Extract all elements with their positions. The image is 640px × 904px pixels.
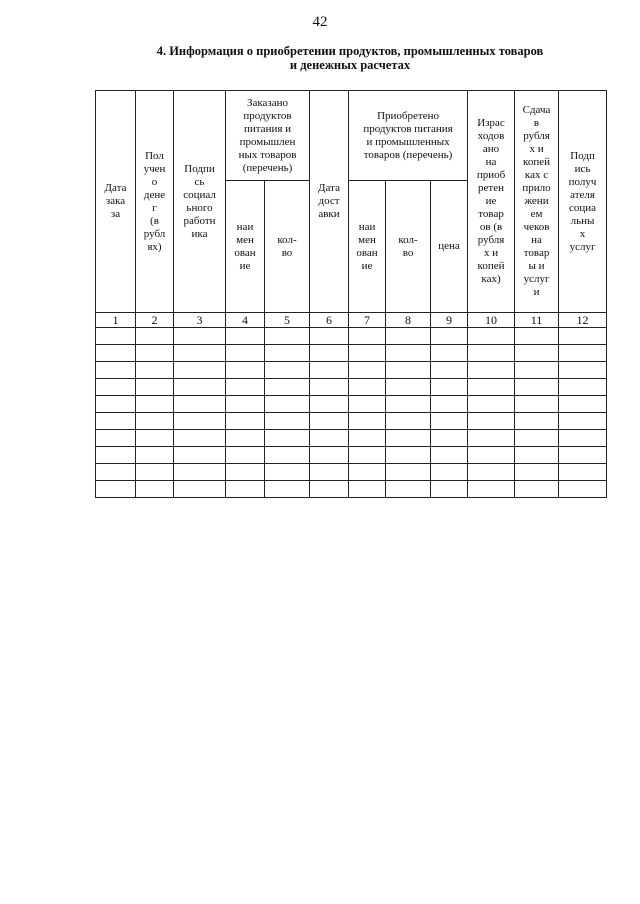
section-title-line-2: и денежных расчетах	[289, 58, 411, 72]
table-cell	[468, 413, 515, 430]
table-cell	[431, 345, 468, 362]
table-cell	[226, 362, 265, 379]
table-row	[96, 362, 607, 379]
table-cell	[349, 379, 386, 396]
table-cell	[174, 447, 226, 464]
table-cell	[96, 413, 136, 430]
table-cell	[468, 328, 515, 345]
table-cell	[349, 447, 386, 464]
table-cell	[431, 328, 468, 345]
table-cell	[310, 345, 349, 362]
header-ordered-qty: кол- во	[265, 181, 310, 313]
table-cell	[96, 447, 136, 464]
table-cell	[431, 413, 468, 430]
table-cell	[386, 345, 431, 362]
table-cell	[349, 413, 386, 430]
table-cell	[226, 481, 265, 498]
table-cell	[386, 328, 431, 345]
table-cell	[386, 379, 431, 396]
table-cell	[515, 481, 559, 498]
table-cell	[96, 481, 136, 498]
table-cell	[515, 345, 559, 362]
table-cell	[559, 464, 607, 481]
column-number: 2	[136, 313, 174, 328]
table-cell	[431, 464, 468, 481]
table-cell	[515, 413, 559, 430]
table-cell	[136, 447, 174, 464]
table-row	[96, 481, 607, 498]
table-cell	[136, 328, 174, 345]
table-cell	[468, 447, 515, 464]
table-cell	[468, 362, 515, 379]
table-cell	[136, 396, 174, 413]
header-ordered-name: наи мен ован ие	[226, 181, 265, 313]
table-cell	[559, 379, 607, 396]
table-cell	[310, 379, 349, 396]
table-cell	[515, 464, 559, 481]
section-title	[100, 44, 600, 72]
table-cell	[174, 413, 226, 430]
table-cell	[310, 362, 349, 379]
table-cell	[96, 328, 136, 345]
table-cell	[349, 430, 386, 447]
table-cell	[349, 362, 386, 379]
table-cell	[265, 430, 310, 447]
table-cell	[226, 396, 265, 413]
purchases-table	[95, 90, 607, 498]
table-cell	[559, 328, 607, 345]
table-cell	[515, 447, 559, 464]
table-row	[96, 396, 607, 413]
table-cell	[96, 362, 136, 379]
table-cell	[174, 362, 226, 379]
table-cell	[136, 362, 174, 379]
table-cell	[468, 481, 515, 498]
table-cell	[226, 413, 265, 430]
table-cell	[96, 430, 136, 447]
page-number: 42	[312, 14, 328, 30]
table-cell	[174, 379, 226, 396]
table-cell	[559, 345, 607, 362]
table-cell	[226, 447, 265, 464]
header-purchased-name: наи мен ован ие	[349, 181, 386, 313]
table-header	[96, 91, 607, 328]
table-cell	[226, 379, 265, 396]
header-order-date: Дата зака за	[96, 91, 136, 313]
table-cell	[559, 362, 607, 379]
header-social-worker-signature: Подпи сь социал ьного работн ика	[174, 91, 226, 313]
table-cell	[136, 345, 174, 362]
table-cell	[226, 464, 265, 481]
table-cell	[559, 430, 607, 447]
table-cell	[310, 396, 349, 413]
table-cell	[96, 345, 136, 362]
header-change: Сдача в рубля х и копей ках с прило жени ем чеков на товар ы и услуг и	[515, 91, 559, 313]
section-title-line-1: 4. Информация о приобретении продуктов, промышленных товаров	[156, 44, 544, 58]
table-cell	[349, 345, 386, 362]
table-cell	[265, 396, 310, 413]
table-cell	[96, 379, 136, 396]
table-cell	[310, 447, 349, 464]
table-cell	[431, 481, 468, 498]
table-cell	[174, 345, 226, 362]
column-number: 4	[226, 313, 265, 328]
table-cell	[136, 413, 174, 430]
table-cell	[386, 464, 431, 481]
table-cell	[431, 430, 468, 447]
table-cell	[349, 396, 386, 413]
table-cell	[96, 396, 136, 413]
table-cell	[468, 345, 515, 362]
table-cell	[310, 328, 349, 345]
table-cell	[265, 328, 310, 345]
table-cell	[265, 362, 310, 379]
table-cell	[431, 396, 468, 413]
table-cell	[559, 481, 607, 498]
table-cell	[310, 481, 349, 498]
table-cell	[468, 464, 515, 481]
table-cell	[431, 362, 468, 379]
header-spent: Израс ходов ано на приоб ретен ие товар ов (в рубля х и копей ках)	[468, 91, 515, 313]
header-delivery-date: Дата дост авки	[310, 91, 349, 313]
table-cell	[559, 396, 607, 413]
table-row	[96, 328, 607, 345]
table-cell	[226, 430, 265, 447]
column-number: 1	[96, 313, 136, 328]
table-cell	[265, 413, 310, 430]
table-cell	[386, 481, 431, 498]
header-recipient-signature: Подп ись получ ателя социа льны х услуг	[559, 91, 607, 313]
table-cell	[265, 481, 310, 498]
table-cell	[136, 481, 174, 498]
table-row	[96, 379, 607, 396]
table-cell	[515, 379, 559, 396]
table-cell	[515, 362, 559, 379]
column-number: 12	[559, 313, 607, 328]
column-number-row	[96, 313, 607, 328]
table-cell	[386, 396, 431, 413]
column-number: 10	[468, 313, 515, 328]
table-cell	[468, 379, 515, 396]
column-number: 7	[349, 313, 386, 328]
table-cell	[468, 396, 515, 413]
table-cell	[349, 481, 386, 498]
table-cell	[386, 430, 431, 447]
header-ordered-group: Заказано продуктов питания и промышлен ных товаров (перечень)	[226, 91, 310, 181]
table-cell	[136, 379, 174, 396]
table-row	[96, 430, 607, 447]
table-cell	[386, 362, 431, 379]
table-cell	[386, 447, 431, 464]
table-cell	[386, 413, 431, 430]
table-cell	[349, 464, 386, 481]
table-cell	[265, 345, 310, 362]
table-cell	[559, 413, 607, 430]
table-cell	[515, 396, 559, 413]
table-cell	[349, 328, 386, 345]
table-cell	[136, 430, 174, 447]
header-row-1	[96, 91, 607, 181]
table-row	[96, 413, 607, 430]
table-row	[96, 447, 607, 464]
table-cell	[174, 464, 226, 481]
table-cell	[310, 413, 349, 430]
table-row	[96, 464, 607, 481]
table-cell	[174, 396, 226, 413]
header-purchased-group: Приобретено продуктов питания и промышленных товаров (перечень)	[349, 91, 468, 181]
table-cell	[226, 328, 265, 345]
table-cell	[310, 464, 349, 481]
table-cell	[226, 345, 265, 362]
column-number: 6	[310, 313, 349, 328]
column-number: 8	[386, 313, 431, 328]
column-number: 3	[174, 313, 226, 328]
table-cell	[136, 464, 174, 481]
table-body	[96, 328, 607, 498]
table-cell	[431, 379, 468, 396]
column-number: 11	[515, 313, 559, 328]
column-number: 9	[431, 313, 468, 328]
header-purchased-price: цена	[431, 181, 468, 313]
table-cell	[174, 430, 226, 447]
table-cell	[265, 379, 310, 396]
table-cell	[431, 447, 468, 464]
table-cell	[174, 328, 226, 345]
table-cell	[515, 430, 559, 447]
table-row	[96, 345, 607, 362]
table-cell	[310, 430, 349, 447]
table-cell	[265, 464, 310, 481]
table-cell	[559, 447, 607, 464]
header-money-received: Пол учен о дене г (в рубл ях)	[136, 91, 174, 313]
table-cell	[96, 464, 136, 481]
table-cell	[174, 481, 226, 498]
table-cell	[265, 447, 310, 464]
column-number: 5	[265, 313, 310, 328]
table-cell	[468, 430, 515, 447]
header-purchased-qty: кол- во	[386, 181, 431, 313]
table-cell	[515, 328, 559, 345]
